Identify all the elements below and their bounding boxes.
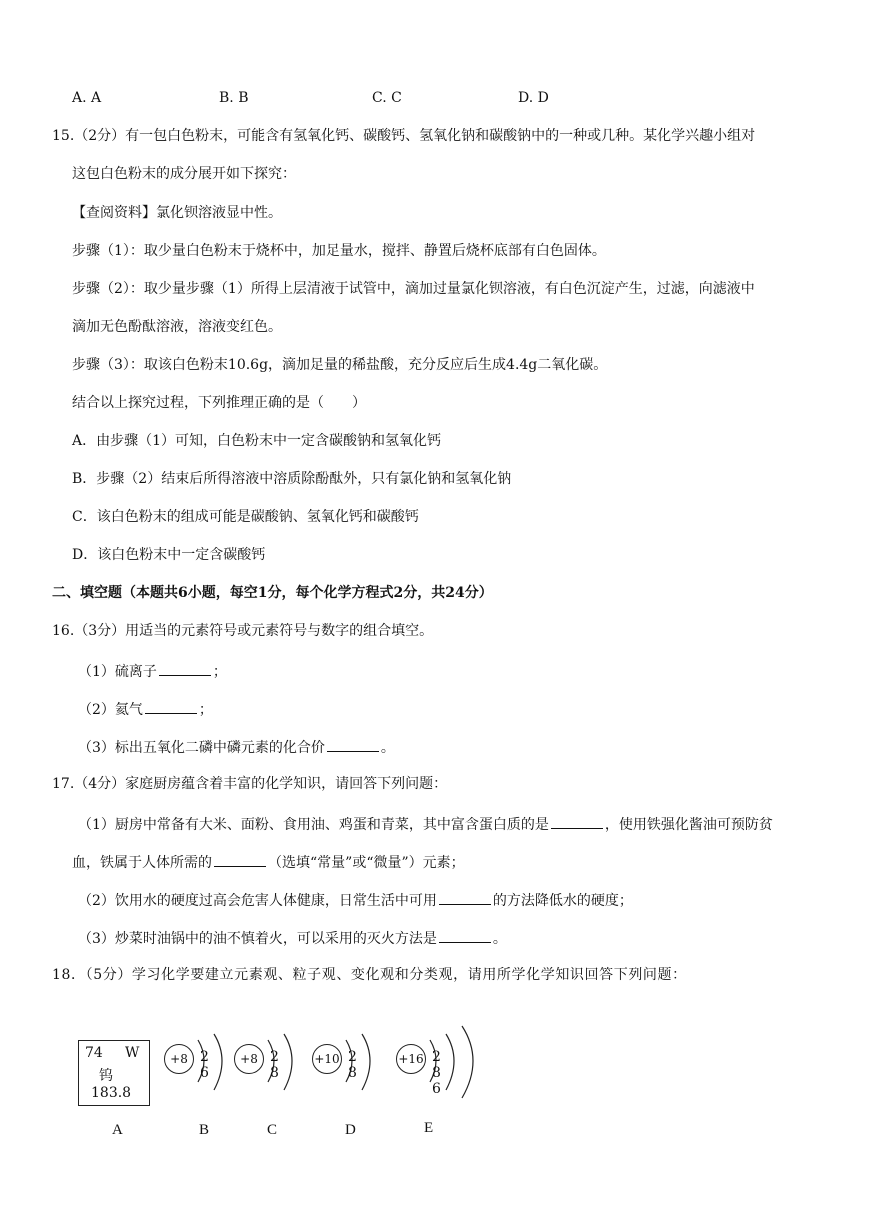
atom-structure-figure (60, 1000, 500, 1150)
q17-item1b-text: 血，铁属于人体所需的 (72, 855, 212, 871)
q15-step3: 步骤（3）：取该白色粉末10.6g，滴加足量的稀盐酸，充分反应后生成4.4g二氧化碳。 (72, 357, 608, 373)
q15-stem-line1: 15.（2分）有一包白色粉末，可能含有氢氧化钙、碳酸钙、氢氧化钠和碳酸钠中的一种或几种。某化学兴趣小组对 (52, 128, 756, 144)
figure-label-c: C (267, 1122, 278, 1138)
q15-option-d: D．该白色粉末中一定含碳酸钙 (72, 547, 266, 563)
q16-item2-punct: ； (198, 702, 213, 718)
q16-blank-2[interactable] (145, 698, 197, 714)
q15-option-b: B．步骤（2）结束后所得溶液中溶质除酚酞外，只有氯化钠和氢氧化钠 (72, 471, 512, 487)
q17-item1-text: （1）厨房中常备有大米、面粉、食用油、鸡蛋和青菜，其中富含蛋白质的是 (78, 817, 549, 833)
q17-item3-punct: 。 (492, 931, 507, 947)
q15-option-a: A．由步骤（1）可知，白色粉末中一定含碳酸钠和氢氧化钙 (72, 433, 442, 449)
q16-item3-punct: 。 (380, 740, 395, 756)
q17-stem: 17.（4分）家庭厨房蕴含着丰富的化学知识，请回答下列问题： (52, 776, 448, 792)
electron-shells-d (334, 1030, 394, 1100)
element-symbol: W (125, 1045, 140, 1061)
q17-item1-text-after: ，使用铁强化酱油可预防贫 (604, 817, 773, 833)
shell-electrons-e: 2 8 6 (432, 1049, 445, 1097)
q18-stem: 18．（5分）学习化学要建立元素观、粒子观、变化观和分类观，请用所学化学知识回答下列问题： (52, 967, 687, 983)
nucleus-c: +8 (234, 1044, 264, 1074)
q17-blank-4[interactable] (439, 927, 491, 943)
q16-item2-text: （2）氦气 (78, 702, 143, 718)
q17-blank-2[interactable] (214, 851, 266, 867)
q16-stem: 16.（3分）用适当的元素符号或元素符号与数字的组合填空。 (52, 623, 434, 639)
q15-stem-line2: 这包白色粉末的成分展开如下探究： (72, 166, 296, 182)
nucleus-e: +16 (396, 1044, 426, 1074)
electron-shells-c (256, 1030, 316, 1100)
figure-label-b: B (199, 1122, 210, 1138)
q14-option-c: C. C (372, 90, 402, 106)
element-atomic-number: 74 (85, 1045, 103, 1061)
q17-item2 (78, 889, 633, 911)
q17-blank-3[interactable] (439, 889, 491, 905)
q17-item1-cont (72, 851, 465, 873)
q17-item1b-text-after: （选填“常量”或“微量”）元素； (268, 855, 465, 871)
q15-step2-line2: 滴加无色酚酞溶液，溶液变红色。 (72, 319, 282, 335)
q15-step1: 步骤（1）：取少量白色粉末于烧杯中，加足量水，搅拌、静置后烧杯底部有白色固体。 (72, 243, 606, 259)
q17-item2-text: （2）饮用水的硬度过高会危害人体健康，日常生活中可用 (78, 893, 437, 909)
q16-item3 (78, 736, 395, 758)
nucleus-d: +10 (312, 1044, 342, 1074)
element-mass: 183.8 (91, 1085, 132, 1101)
nucleus-b: +8 (164, 1044, 194, 1074)
q16-item1-text: （1）硫离子 (78, 664, 157, 680)
q15-question: 结合以上探究过程，下列推理正确的是（ ） (72, 395, 366, 411)
q16-blank-1[interactable] (159, 660, 211, 676)
q16-item1 (78, 660, 227, 682)
section-title: 二、填空题（本题共6小题，每空1分，每个化学方程式2分，共24分） (52, 585, 493, 601)
figure-label-a: A (112, 1122, 123, 1138)
q16-item2 (78, 698, 213, 720)
q17-item2-text-after: 的方法降低水的硬度； (492, 893, 633, 909)
q15-info: 【查阅资料】氯化钡溶液显中性。 (72, 205, 282, 221)
q17-item3-text: （3）炒菜时油锅中的油不慎着火，可以采用的灭火方法是 (78, 931, 437, 947)
q16-item3-text: （3）标出五氧化二磷中磷元素的化合价 (78, 740, 325, 756)
element-name: 钨 (99, 1068, 113, 1084)
element-card-tungsten (78, 1040, 150, 1106)
q17-item3 (78, 927, 507, 949)
figure-label-d: D (345, 1122, 356, 1138)
figure-label-e: E (424, 1120, 434, 1136)
q14-option-a: A. A (72, 90, 102, 106)
shell-electrons-c: 2 8 (270, 1049, 283, 1081)
q17-blank-1[interactable] (551, 813, 603, 829)
q15-step2-line1: 步骤（2）：取少量步骤（1）所得上层清液于试管中，滴加过量氯化钡溶液，有白色沉淀产生，过滤，向滤液中 (72, 281, 755, 297)
shell-electrons-b: 2 6 (200, 1049, 213, 1081)
shell-electrons-d: 2 8 (348, 1049, 361, 1081)
q16-blank-3[interactable] (327, 736, 379, 752)
q14-option-b: B. B (219, 90, 249, 106)
q15-option-c: C．该白色粉末的组成可能是碳酸钠、氢氧化钙和碳酸钙 (72, 509, 419, 525)
electron-shells-e (418, 1024, 498, 1104)
q16-item1-punct: ； (212, 664, 227, 680)
q14-option-d: D. D (518, 90, 549, 106)
q17-item1 (78, 813, 773, 835)
